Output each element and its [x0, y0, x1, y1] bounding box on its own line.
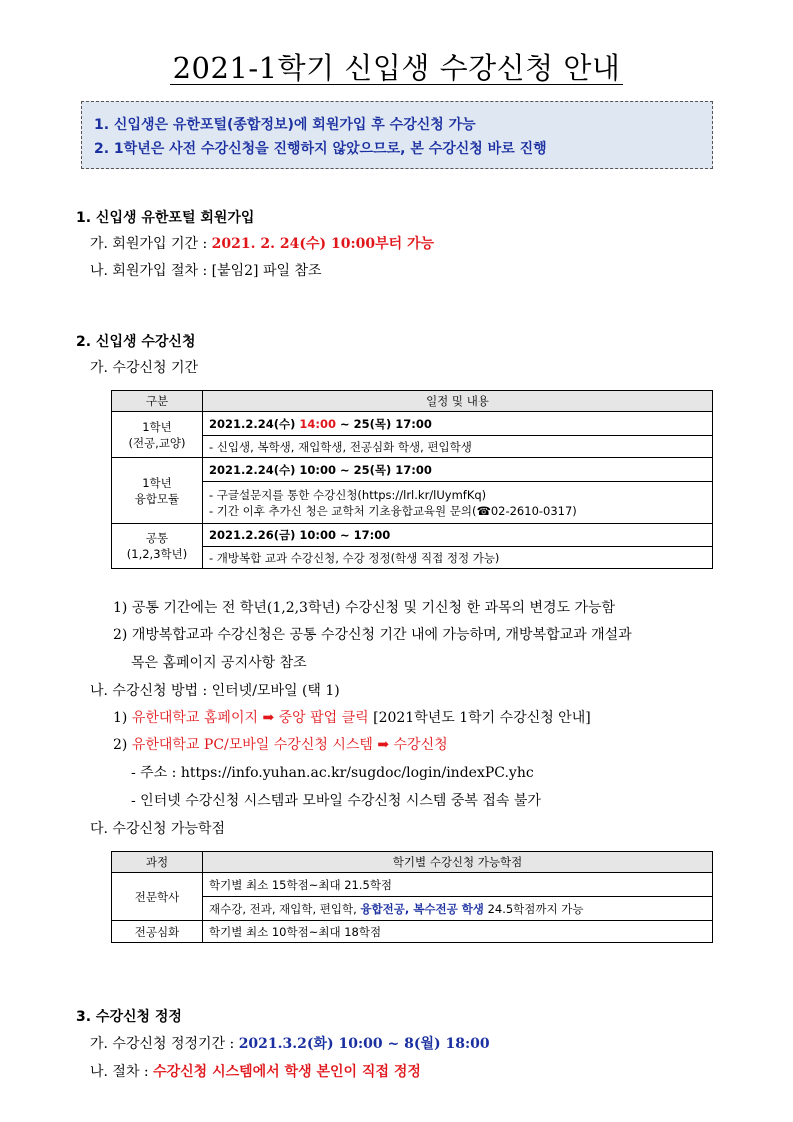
table1-header-category: 구분	[112, 391, 203, 412]
s3-item-a-value: 2021.3.2(화) 10:00 ~ 8(월) 18:00	[238, 1036, 490, 1052]
table2-header-course: 과정	[112, 852, 203, 873]
table1-row2-label	[112, 458, 203, 524]
s2-item-b2-highlight: 유한대학교 PC/모바일 수강신청 시스템 ➡ 수강신청	[131, 737, 448, 753]
table2-row1-line2-highlight: 융합전공, 복수전공 학생	[360, 901, 484, 916]
table1-row3-label	[112, 524, 203, 569]
table1-row2-desc	[203, 482, 713, 524]
table1-row3-label-line1: 공통	[145, 531, 169, 545]
s2-item-b2-num: 2)	[113, 737, 132, 753]
table1-row1-date-time: 14:00	[299, 416, 336, 431]
table1-row1-label	[112, 412, 203, 458]
s3-item-a-label: 가. 수강신청 정정기간 :	[90, 1036, 239, 1052]
table2-row2-line: 학기별 최소 10학점~최대 18학점	[203, 921, 713, 943]
s2-item-b1-num: 1)	[113, 710, 132, 726]
s2-note-2b: 목은 홈페이지 공지사항 참조	[131, 655, 307, 671]
title-underline	[170, 84, 623, 85]
table1-row3-date: 2021.2.26(금) 10:00 ~ 17:00	[203, 524, 713, 547]
table1-row2-label-line1: 1학년	[142, 475, 172, 490]
table2-row1-line2-end: 24.5학점까지 가능	[483, 901, 584, 916]
section-2-heading: 2. 신입생 수강신청	[76, 334, 196, 350]
schedule-table	[111, 390, 713, 569]
s2-item-b1-rest: [2021학년도 1학기 수강신청 안내]	[368, 710, 591, 726]
notice-line-2: 2. 1학년은 사전 수강신청을 진행하지 않았으므로, 본 수강신청 바로 진행	[94, 141, 547, 157]
table2-row1-label: 전문학사	[112, 873, 203, 921]
table2-row1-line2-start: 재수강, 전과, 재입학, 편입학,	[209, 901, 361, 916]
s1-item-a-label: 가. 회원가입 기간 :	[90, 236, 212, 252]
s3-item-b	[90, 1061, 421, 1081]
s2-note-2a: 2) 개방복합교과 수강신청은 공통 수강신청 기간 내에 가능하며, 개방복합교과 개설과	[113, 627, 632, 643]
s2-item-b: 나. 수강신청 방법 : 인터넷/모바일 (택 1)	[90, 683, 340, 699]
s1-item-b: 나. 회원가입 절차 : [붙임2] 파일 참조	[90, 263, 322, 279]
table1-row1-date	[203, 412, 713, 436]
s2-item-b1	[113, 707, 591, 727]
notice-line-1: 1. 신입생은 유한포털(종합정보)에 회원가입 후 수강신청 가능	[94, 117, 476, 133]
table1-row2-label-line2: 융합모듈	[134, 491, 180, 506]
credits-table	[111, 851, 713, 943]
s2-item-b1-highlight: 유한대학교 홈페이지 ➡ 중앙 팝업 클릭	[131, 710, 369, 726]
section-1-heading: 1. 신입생 유한포털 회원가입	[76, 210, 255, 226]
table1-row3-label-line2: (1,2,3학년)	[126, 547, 188, 561]
s1-item-a	[90, 233, 434, 253]
table1-row1-label-line1: 1학년	[142, 419, 172, 434]
table1-row3-desc: - 개방복합 교과 수강신청, 수강 정정(학생 직접 정정 가능)	[203, 547, 713, 569]
s3-item-b-label: 나. 절차 :	[90, 1064, 154, 1080]
table2-row1-line1: 학기별 최소 15학점~최대 21.5학점	[203, 873, 713, 897]
notice-box	[81, 101, 713, 169]
s3-item-b-value: 수강신청 시스템에서 학생 본인이 직접 정정	[153, 1064, 421, 1080]
s2-item-c: 다. 수강신청 가능학점	[90, 821, 226, 837]
table1-row2-date: 2021.2.24(수) 10:00 ~ 25(목) 17:00	[203, 458, 713, 482]
s1-item-a-value: 2021. 2. 24(수) 10:00부터 가능	[211, 236, 435, 252]
table2-row1-line2	[203, 897, 713, 921]
table2-row2-label: 전공심화	[112, 921, 203, 943]
section-3-heading: 3. 수강신청 정정	[76, 1009, 182, 1025]
s2-item-a: 가. 수강신청 기간	[90, 360, 199, 376]
table1-row1-label-line2: (전공,교양)	[128, 435, 186, 450]
table2-header-credits: 학기별 수강신청 가능학점	[203, 852, 713, 873]
s2-note-1: 1) 공통 기간에는 전 학년(1,2,3학년) 수강신청 및 기신청 한 과목의 변경도 가능함	[113, 600, 616, 616]
s2-item-b2-address: - 주소 : https://info.yuhan.ac.kr/sugdoc/login/indexPC.yhc	[131, 765, 534, 781]
table1-row1-date-end: ~ 25(목) 17:00	[335, 416, 432, 431]
table1-row2-desc-line2: - 기간 이후 추가신 청은 교학처 기초융합교육원 문의(☎02-2610-0317)	[209, 503, 577, 518]
table1-row2-desc-line1: - 구글설문지를 통한 수강신청(https://lrl.kr/lUymfKq)	[209, 487, 487, 502]
page-title: 2021-1학기 신입생 수강신청 안내	[172, 51, 621, 85]
table1-row1-desc: - 신입생, 복학생, 재입학생, 전공심화 학생, 편입학생	[203, 436, 713, 458]
s2-item-b2	[113, 734, 448, 754]
table1-header-schedule: 일정 및 내용	[203, 391, 713, 412]
table1-row1-date-start: 2021.2.24(수)	[209, 416, 300, 431]
s3-item-a	[90, 1033, 490, 1053]
s2-item-b2-note: - 인터넷 수강신청 시스템과 모바일 수강신청 시스템 중복 접속 불가	[131, 793, 541, 809]
